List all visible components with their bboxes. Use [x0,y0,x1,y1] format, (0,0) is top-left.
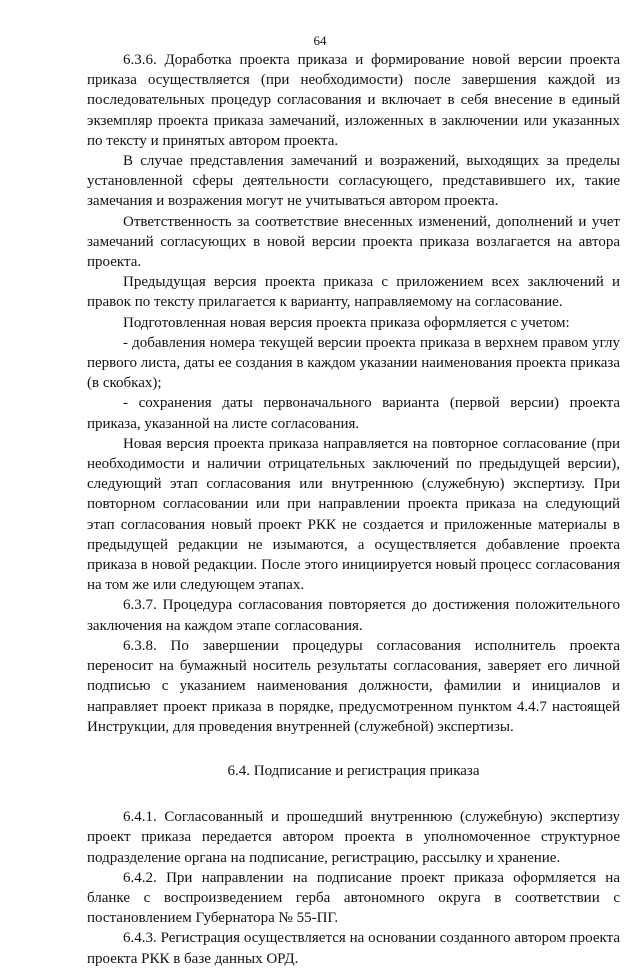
paragraph-6-3-8: 6.3.8. По завершении процедуры согласования исполнитель проекта переносит на бумажный носитель результаты согласования, заверяет его личной подписью с указанием наименования должности, фамилии и инициалов и направляет проект приказа в порядке, предусмотренном пунктом 4.4.7 настоящей Инструкции, для проведения внутренней (служебной) экспертизы. [87,637,620,735]
section-heading: 6.4. Подписание и регистрация приказа [227,762,480,779]
paragraph-6-4-2: 6.4.2. При направлении на подписание проект приказа оформляется на бланке с воспроизведением герба автономного округа в соответствии с постановлением Губернатора № 55-ПГ. [87,869,620,927]
paragraph-resubmission: Новая версия проекта приказа направляется на повторное согласование (при необходимости и наличии отрицательных заключений по предыдущей версии), следующий этап согласования или внутреннюю (служебную) экспертизу. При повторном согласовании или при направлении проекта приказа на следующий этап согласования новый проект РКК не создается и приложенные материалы в предыдущей редакции не изымаются, а осуществляется добавление проекта приказа в новой редакции. После этого инициируется новый процесс согласования на том же или следующем этапах. [87,435,620,594]
list-item-version-number: - добавления номера текущей версии проекта приказа в верхнем правом углу первого листа, даты ее создания в каждом указании наименования проекта приказа (в скобках); [87,334,620,392]
page-number: 64 [313,33,327,48]
paragraph-6-4-1: 6.4.1. Согласованный и прошедший внутреннюю (служебную) экспертизу проект приказа передается автором проекта в уполномоченное структурное подразделение органа на подписание, регистрацию, рассылку и хранение. [87,809,620,866]
paragraph-6-3-7: 6.3.7. Процедура согласования повторяется до достижения положительного заключения на каждом этапе согласования. [87,597,620,634]
paragraph-6-4-3: 6.4.3. Регистрация осуществляется на основании созданного автором проекта проекта РКК в базе данных ОРД. [87,930,620,967]
paragraph-objections: В случае представления замечаний и возражений, выходящих за пределы установленной сферы деятельности согласующего, представившего их, такие замечания и возражения могут не учитываться автором проекта. [87,153,620,210]
paragraph-new-version-intro: Подготовленная новая версия проекта приказа оформляется с учетом: [123,314,570,331]
document-body [87,50,620,969]
paragraph-6-3-6: 6.3.6. Доработка проекта приказа и формирование новой версии проекта приказа осуществляется (при необходимости) после завершения каждой из последовательных процедур согласования и включает в себя внесение в единый экземпляр проекта приказа замечаний, изложенных в заключении или указанных по тексту и принятых автором проекта. [87,52,620,149]
paragraph-previous-version: Предыдущая версия проекта приказа с приложением всех заключений и правок по тексту прилагается к варианту, направляемому на согласование. [87,274,620,311]
list-item-original-date: - сохранения даты первоначального варианта (первой версии) проекта приказа, указанной на листе согласования. [87,395,620,432]
paragraph-responsibility: Ответственность за соответствие внесенных изменений, дополнений и учет замечаний согласующих в новой версии проекта приказа возлагается на автора проекта. [87,213,620,271]
